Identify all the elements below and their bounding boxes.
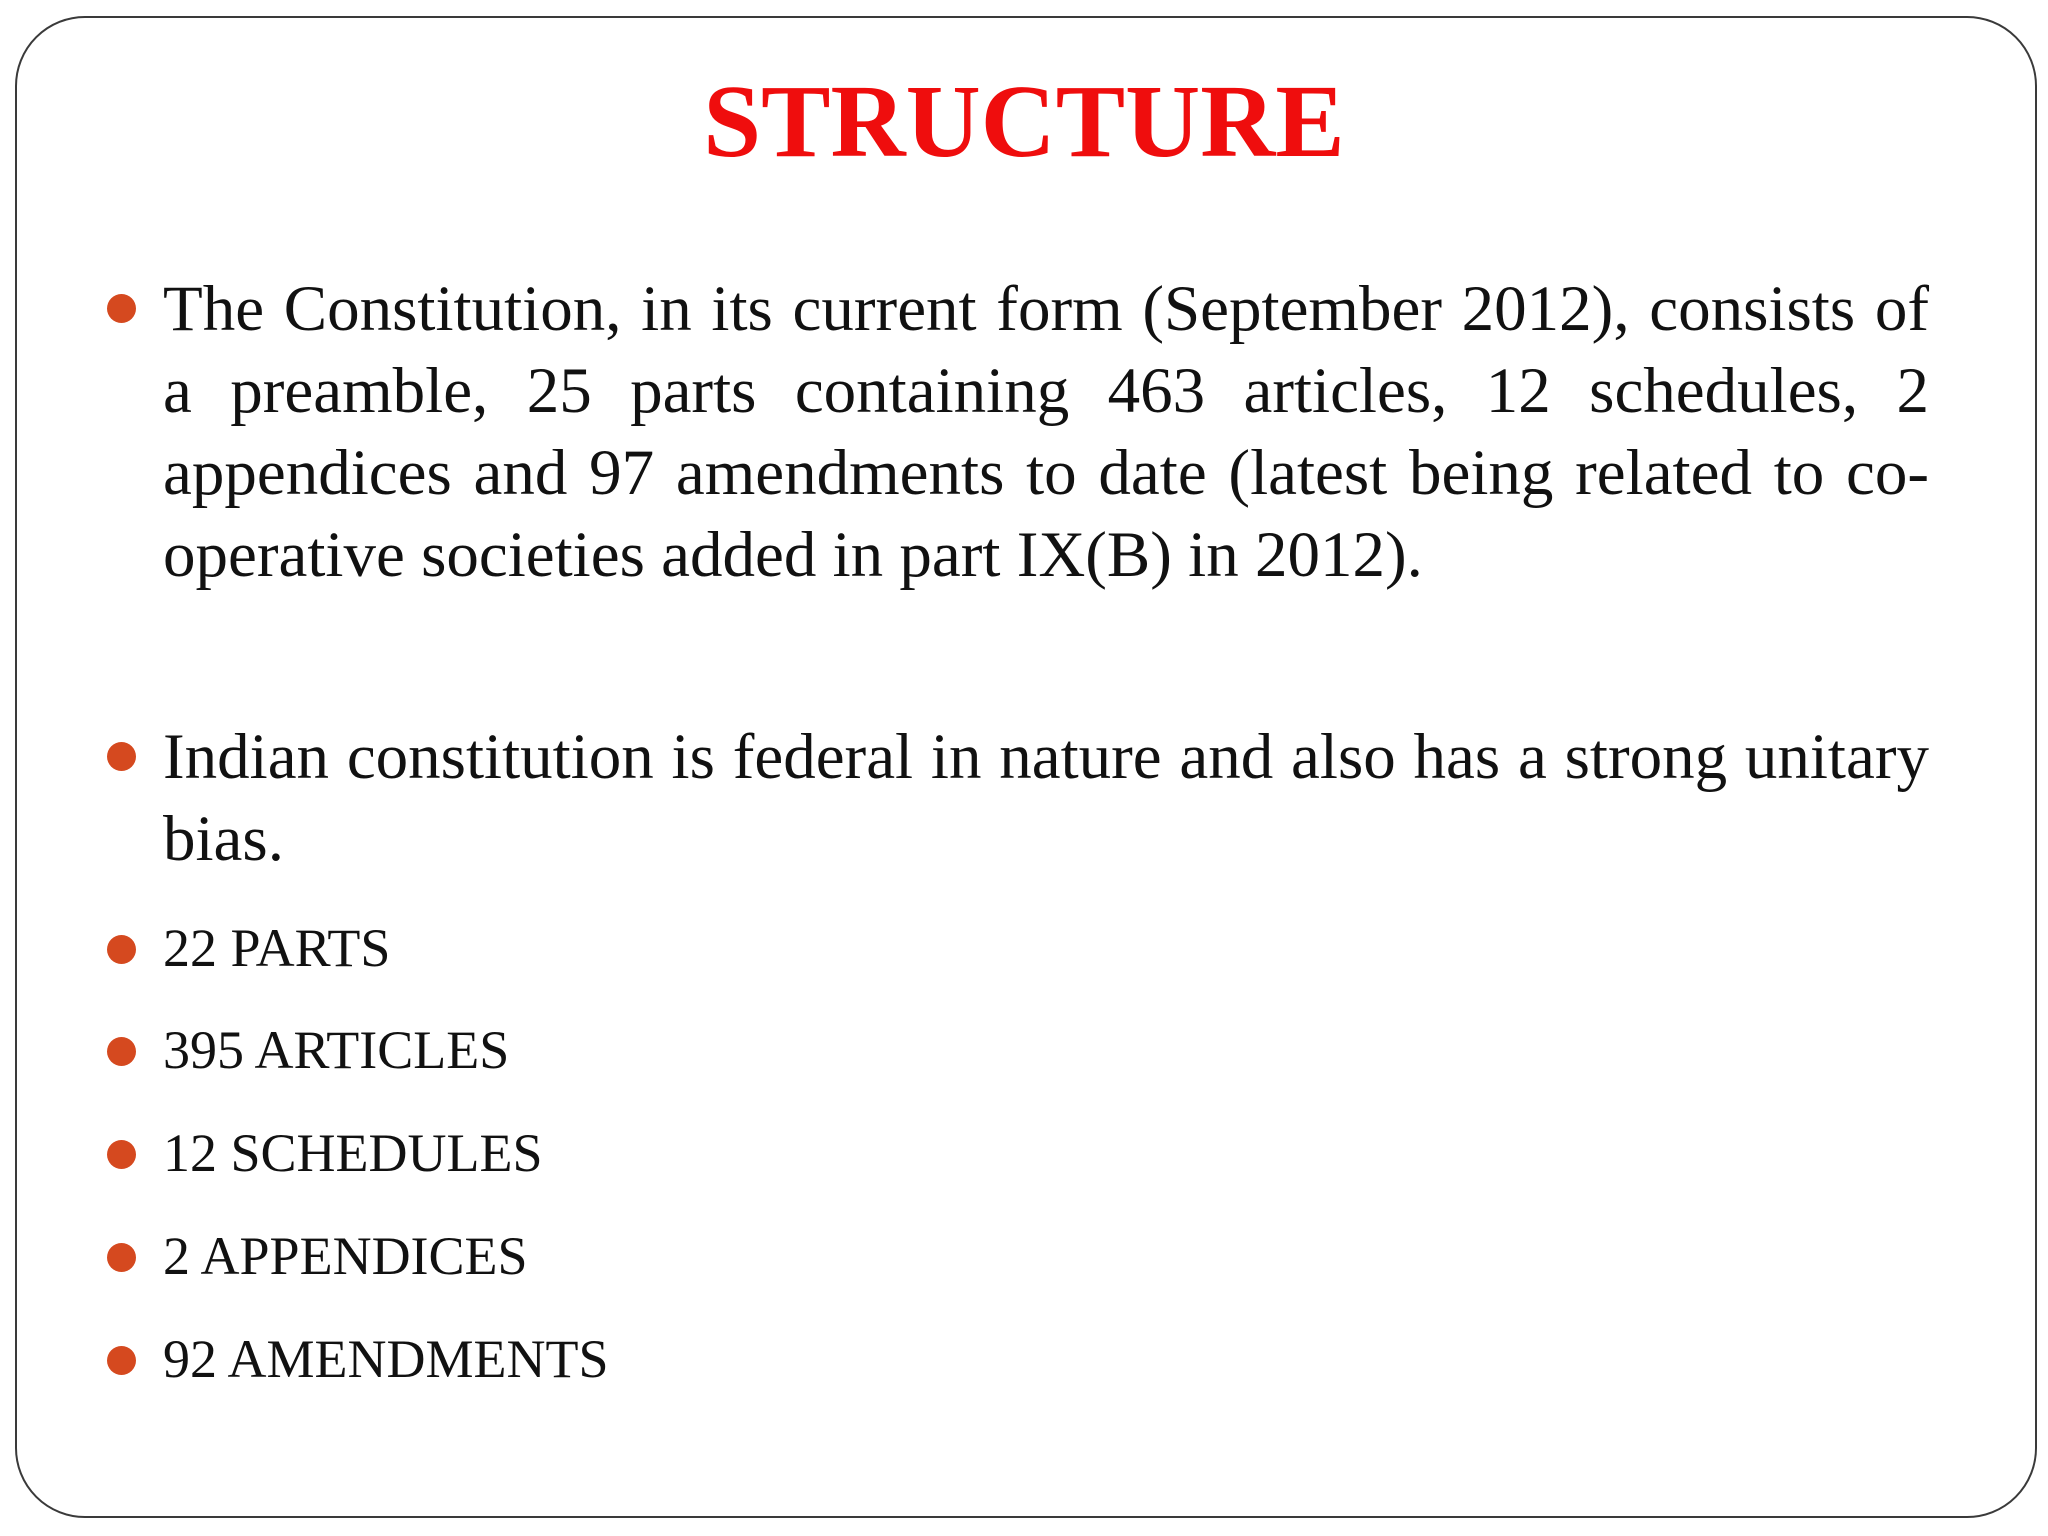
bullet-dot-icon	[107, 1243, 136, 1272]
bullet-text: 395 ARTICLES	[163, 1020, 510, 1080]
slide-title: STRUCTURE	[703, 64, 1345, 179]
bullet-dot-icon	[107, 935, 136, 964]
bullet-text: 92 AMENDMENTS	[163, 1329, 609, 1389]
bullet-text: The Constitution, in its current form (September 2012), consists of a preamble, 25 parts containing 463 articles, 12 schedules, 2 appendices and 97 amendments to date (latest being related to co-operative societies added in part IX(B) in 2012).	[163, 273, 1929, 591]
bullet-dot-icon	[107, 1346, 136, 1375]
bullet-dot-icon	[107, 294, 136, 323]
bullet-dot-icon	[107, 1140, 136, 1169]
bullet-text: 2 APPENDICES	[163, 1226, 528, 1286]
bullet-text: Indian constitution is federal in nature and also has a strong unitary bias.	[163, 721, 1929, 875]
bullet-text: 22 PARTS	[163, 918, 391, 978]
bullet-dot-icon	[107, 742, 136, 771]
bullet-dot-icon	[107, 1037, 136, 1066]
bullet-text: 12 SCHEDULES	[163, 1123, 543, 1183]
